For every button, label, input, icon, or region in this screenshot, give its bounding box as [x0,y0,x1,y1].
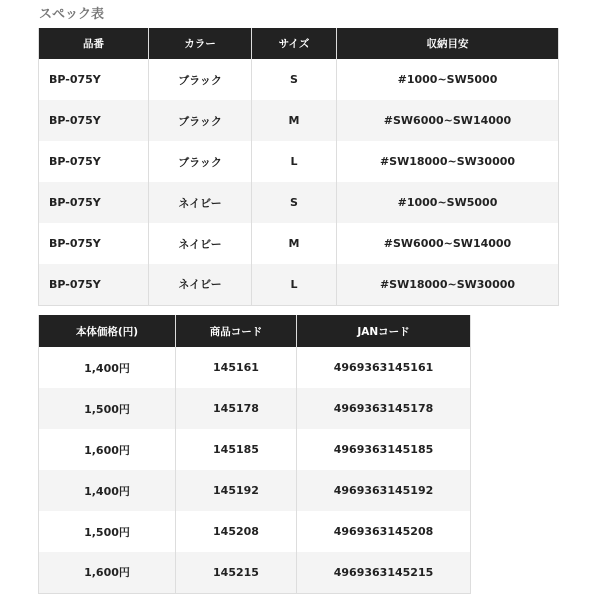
product-number-cell: BP-075Y [39,182,149,223]
table-row [39,141,559,182]
table-row [39,223,559,264]
price-cell: 1,500円 [39,511,176,552]
size-cell: M [252,223,337,264]
table-row [39,511,471,552]
product-number-cell: BP-075Y [39,141,149,182]
size-cell: S [252,182,337,223]
product-code-cell: 145215 [176,552,297,593]
jan-code-cell: 4969363145178 [297,388,471,429]
price-cell: 1,600円 [39,552,176,593]
storage-guide-cell: #SW6000~SW14000 [337,223,559,264]
header-product-code: 商品コード [176,315,297,347]
page-title: スペック表 [39,7,105,22]
spec-table [38,28,559,306]
product-code-cell: 145161 [176,347,297,388]
product-number-cell: BP-075Y [39,59,149,100]
storage-guide-cell: #1000~SW5000 [337,182,559,223]
table-row [39,552,471,593]
jan-code-cell: 4969363145161 [297,347,471,388]
price-cell: 1,400円 [39,470,176,511]
storage-guide-cell: #SW18000~SW30000 [337,141,559,182]
product-code-cell: 145178 [176,388,297,429]
size-cell: L [252,141,337,182]
size-cell: L [252,264,337,305]
color-cell: ネイビー [149,264,252,305]
color-cell: ネイビー [149,182,252,223]
jan-code-cell: 4969363145185 [297,429,471,470]
jan-code-cell: 4969363145208 [297,511,471,552]
table-row [39,100,559,141]
header-product-number: 品番 [39,28,149,59]
table-row [39,388,471,429]
color-cell: ネイビー [149,223,252,264]
size-cell: S [252,59,337,100]
table-row [39,470,471,511]
product-code-cell: 145185 [176,429,297,470]
product-number-cell: BP-075Y [39,100,149,141]
price-cell: 1,500円 [39,388,176,429]
table-row [39,347,471,388]
color-cell: ブラック [149,100,252,141]
product-number-cell: BP-075Y [39,223,149,264]
storage-guide-cell: #1000~SW5000 [337,59,559,100]
product-code-cell: 145192 [176,470,297,511]
header-price: 本体価格(円) [39,315,176,347]
price-cell: 1,600円 [39,429,176,470]
jan-code-cell: 4969363145192 [297,470,471,511]
color-cell: ブラック [149,59,252,100]
jan-code-cell: 4969363145215 [297,552,471,593]
header-storage-guide: 収納目安 [337,28,559,59]
spec-table-header-row [39,28,559,59]
product-code-cell: 145208 [176,511,297,552]
product-number-cell: BP-075Y [39,264,149,305]
price-table-header-row [39,315,471,347]
storage-guide-cell: #SW6000~SW14000 [337,100,559,141]
price-table [38,315,471,594]
price-cell: 1,400円 [39,347,176,388]
table-row [39,182,559,223]
table-row [39,59,559,100]
size-cell: M [252,100,337,141]
color-cell: ブラック [149,141,252,182]
header-jan-code: JANコード [297,315,471,347]
header-color: カラー [149,28,252,59]
table-row [39,429,471,470]
header-size: サイズ [252,28,337,59]
storage-guide-cell: #SW18000~SW30000 [337,264,559,305]
table-row [39,264,559,305]
